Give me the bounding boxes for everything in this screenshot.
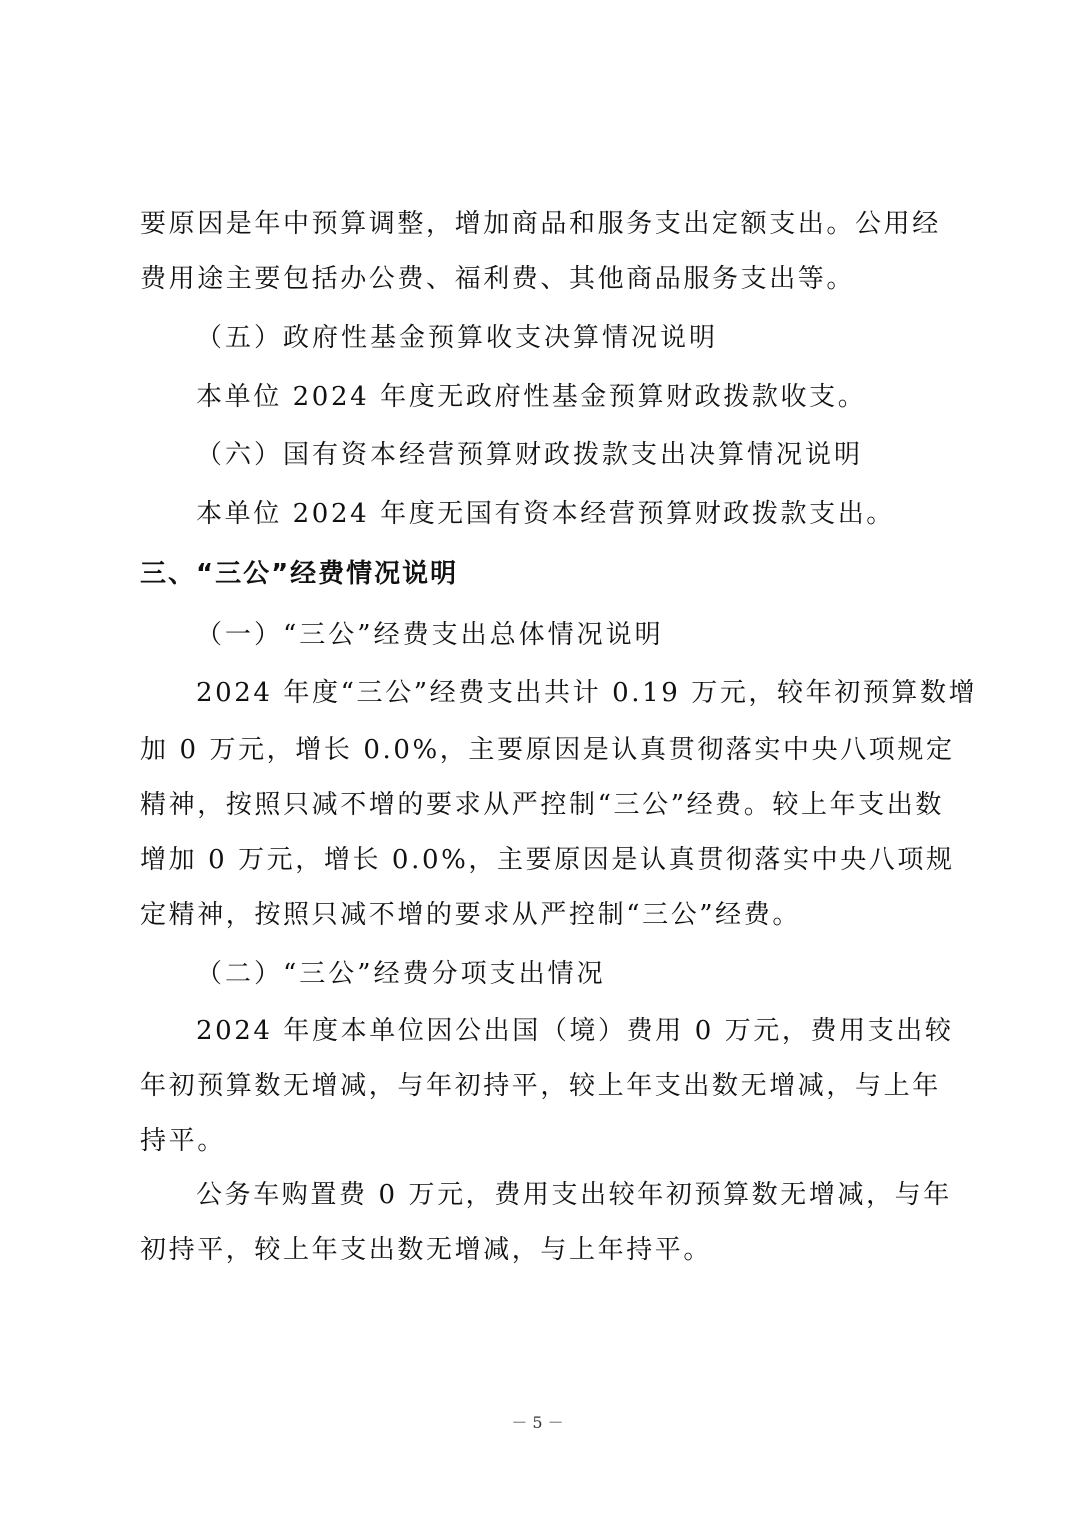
paragraph-line: 持平。 xyxy=(140,1126,226,1156)
paragraph-line: 2024 年度“三公”经费支出共计 0.19 万元，较年初预算数增 xyxy=(196,678,978,708)
paragraph-line: 定精神，按照只减不增的要求从严控制“三公”经费。 xyxy=(140,900,801,930)
paragraph-line: 加 0 万元，增长 0.0%，主要原因是认真贯彻落实中央八项规定 xyxy=(140,735,955,765)
paragraph-line: 费用途主要包括办公费、福利费、其他商品服务支出等。 xyxy=(140,264,856,294)
subsection-heading: （六）国有资本经营预算财政拨款支出决算情况说明 xyxy=(196,440,864,470)
paragraph-line: 初持平，较上年支出数无增减，与上年持平。 xyxy=(140,1235,713,1265)
paragraph-line: 精神，按照只减不增的要求从严控制“三公”经费。较上年支出数 xyxy=(140,790,944,820)
paragraph-line: 要原因是年中预算调整，增加商品和服务支出定额支出。公用经 xyxy=(140,209,941,239)
paragraph-line: 增加 0 万元，增长 0.0%，主要原因是认真贯彻落实中央八项规 xyxy=(140,845,955,875)
subsection-heading: （二）“三公”经费分项支出情况 xyxy=(196,959,606,989)
subsection-heading: （五）政府性基金预算收支决算情况说明 xyxy=(196,323,719,353)
paragraph-line: 年初预算数无增减，与年初持平，较上年支出数无增减，与上年 xyxy=(140,1071,941,1101)
section-heading: 三、“三公”经费情况说明 xyxy=(140,559,459,589)
page-number: － 5 － xyxy=(511,1413,564,1432)
paragraph-line: 2024 年度本单位因公出国（境）费用 0 万元，费用支出较 xyxy=(196,1016,954,1046)
paragraph-line: 本单位 2024 年度无政府性基金预算财政拨款收支。 xyxy=(196,382,867,412)
paragraph-line: 本单位 2024 年度无国有资本经营预算财政拨款支出。 xyxy=(196,499,895,529)
paragraph-line: 公务车购置费 0 万元，费用支出较年初预算数无增减，与年 xyxy=(196,1180,952,1210)
subsection-heading: （一）“三公”经费支出总体情况说明 xyxy=(196,620,664,650)
